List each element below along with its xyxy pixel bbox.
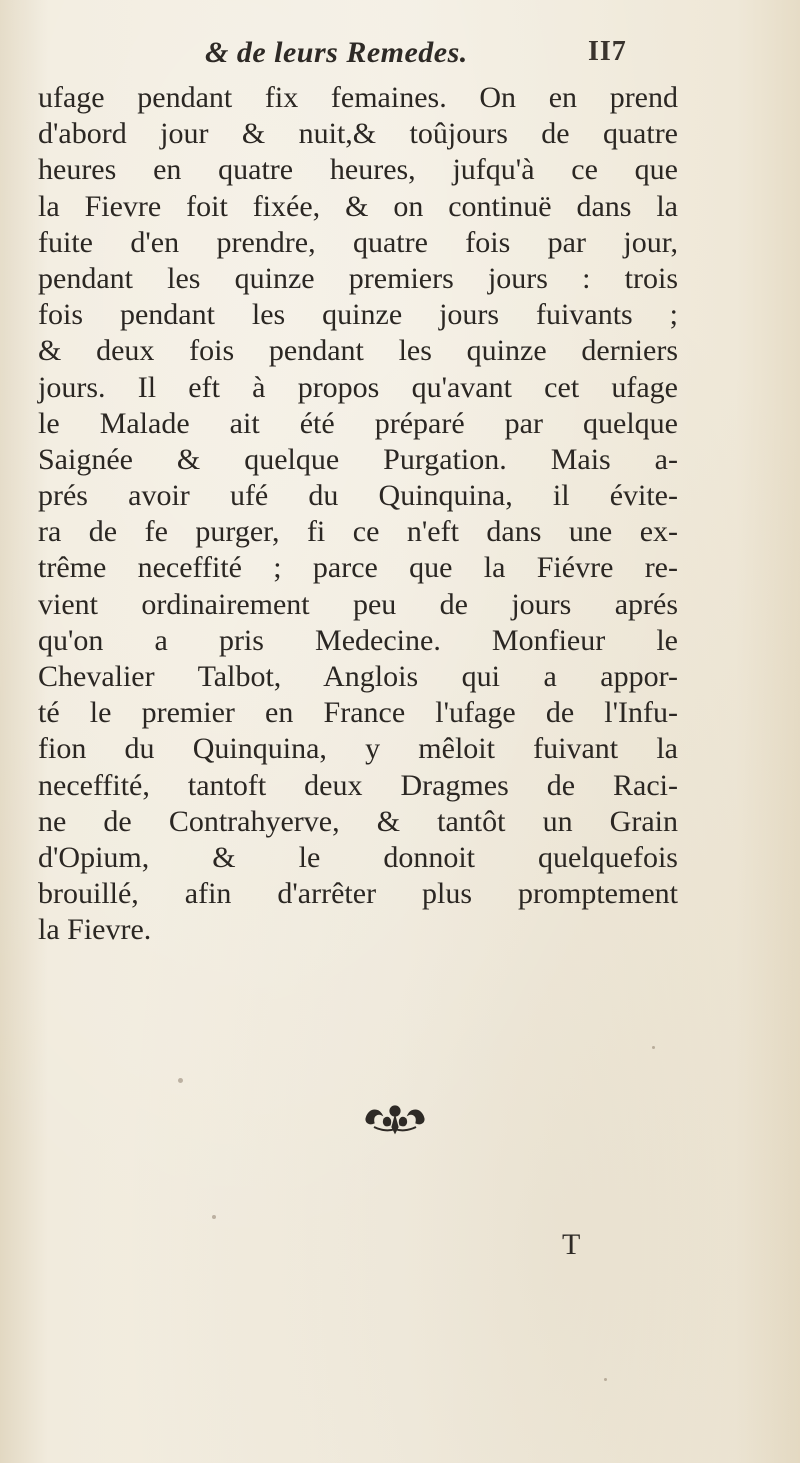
text-line: fuite d'en prendre, quatre fois par jour, (38, 225, 678, 259)
paper-speck (652, 1046, 655, 1049)
paper-speck (178, 1078, 183, 1083)
page-number: II7 (588, 36, 627, 67)
text-line: neceffité, tantoft deux Dragmes de Raci- (38, 768, 678, 802)
text-line: qu'on a pris Medecine. Monfieur le (38, 623, 678, 657)
text-line: trême neceffité ; parce que la Fiévre re- (38, 551, 678, 585)
text-line: Chevalier Talbot, Anglois qui a appor- (38, 660, 678, 693)
paper-speck (212, 1215, 216, 1219)
running-header (0, 36, 800, 76)
fleuron-ornament-icon (362, 1097, 428, 1137)
signature-mark: T (562, 1228, 581, 1261)
text-line: pendant les quinze premiers jours : trois (38, 261, 678, 295)
text-line: ufage pendant fix femaines. On en prend (38, 81, 678, 114)
body-text (38, 80, 678, 949)
text-line: ne de Contrahyerve, & tantôt un Grain (38, 804, 678, 838)
text-line: Saignée & quelque Purgation. Mais a- (38, 442, 678, 476)
text-line: brouillé, afin d'arrêter plus promptement (38, 877, 678, 911)
text-line: ra de fe purger, fi ce n'eft dans une ex- (38, 515, 678, 549)
text-line: vient ordinairement peu de jours aprés (38, 587, 678, 621)
text-line: d'Opium, & le donnoit quelquefois (38, 840, 678, 874)
text-line: fois pendant les quinze jours fuivants ; (38, 298, 678, 332)
text-line: heures en quatre heures, jufqu'à ce que (38, 153, 678, 187)
text-line: prés avoir ufé du Quinquina, il évite- (38, 479, 678, 513)
text-line: jours. Il eft à propos qu'avant cet ufage (38, 370, 678, 404)
text-line: fion du Quinquina, y mêloit fuivant la (38, 732, 678, 766)
running-title: & de leurs Remedes. (205, 36, 468, 69)
text-line: té le premier en France l'ufage de l'Infu- (38, 696, 678, 730)
text-line: le Malade ait été préparé par quelque (38, 406, 678, 440)
text-line: & deux fois pendant les quinze derniers (38, 334, 678, 368)
text-line: la Fievre foit fixée, & on continuë dans la (38, 189, 678, 223)
text-line: la Fievre. (38, 913, 152, 947)
text-line: d'abord jour & nuit,& toûjours de quatre (38, 117, 678, 151)
paper-speck (604, 1378, 607, 1381)
